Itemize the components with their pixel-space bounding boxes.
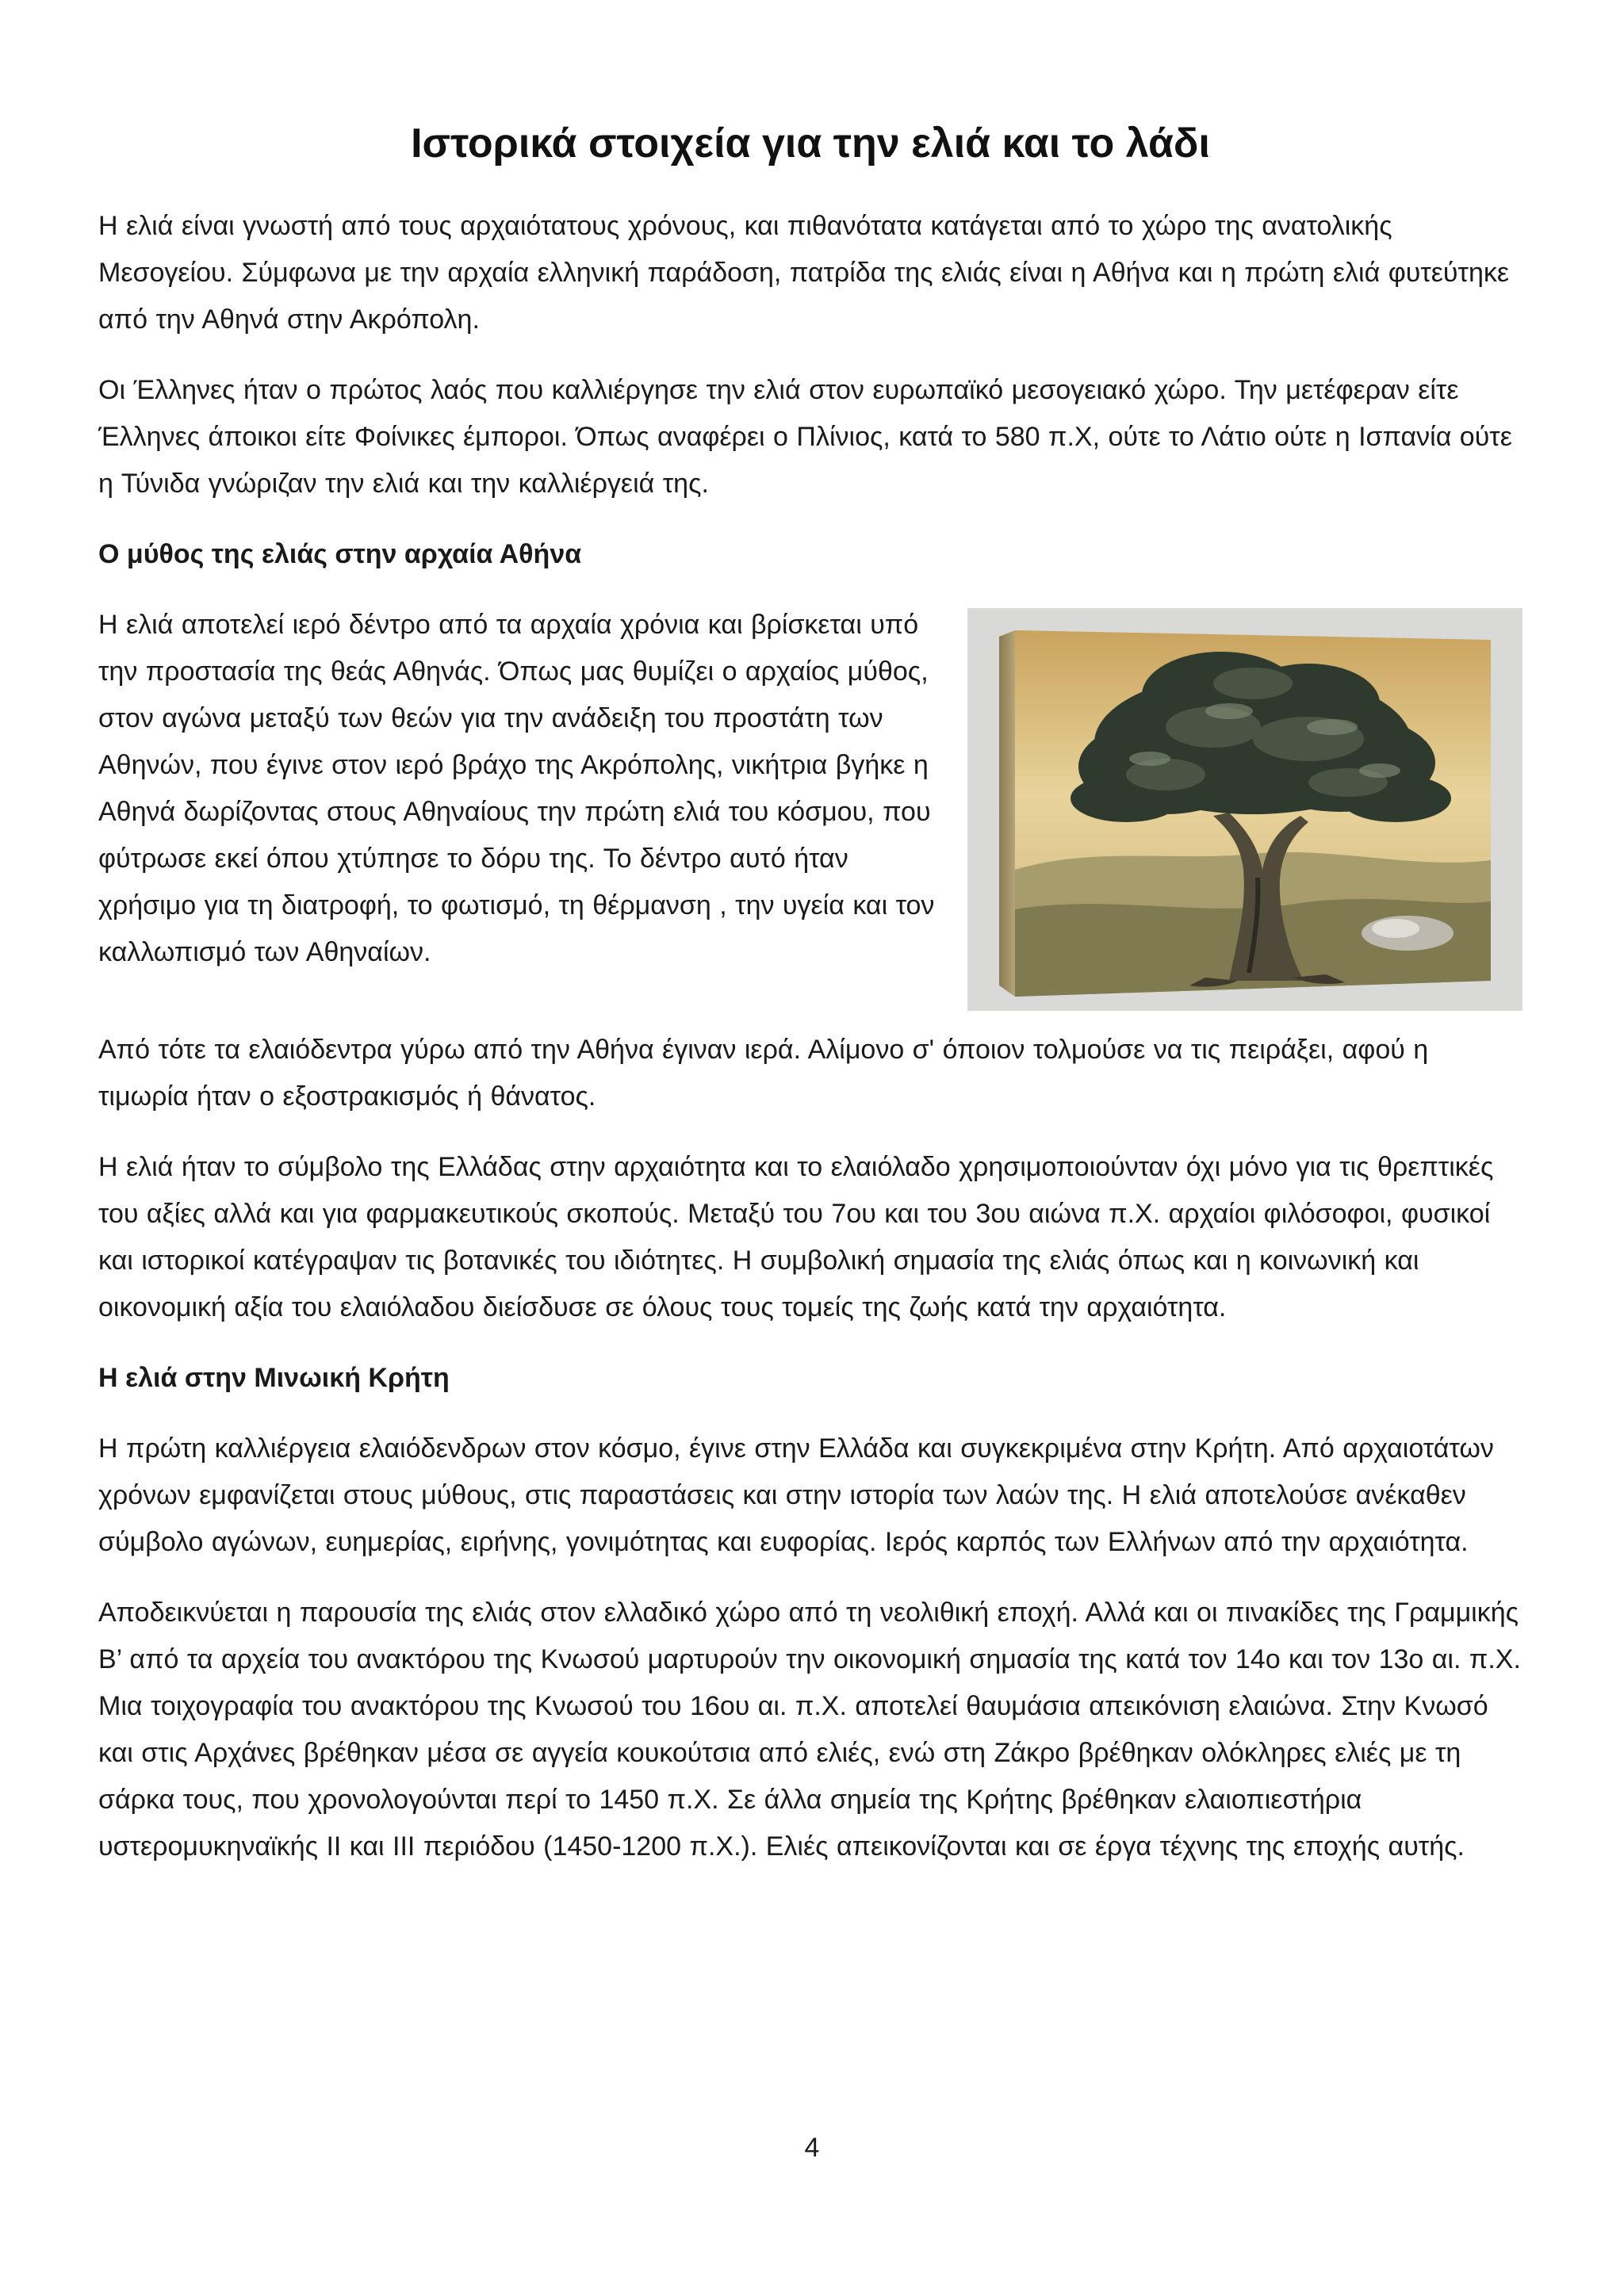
athens-paragraph-1: Η ελιά αποτελεί ιερό δέντρο από τα αρχαία χρόνια και βρίσκεται υπό την προστασία της θεάς Αθηνάς. Όπως μας θυμίζει ο αρχαίος μύθος, στον αγώνα μεταξύ των θεών για την ανάδειξη του προστάτη των Αθηνών, που έγινε στον ιερό βράχο της Ακρόπολης, νικήτρια βγήκε η Αθηνά δωρίζοντας στους Αθηναίους την πρώτη ελιά του κόσμου, που φύτρωσε εκεί όπου χτύπησε το δόρυ της. Το δέντρο αυτό ήταν χρήσιμο για τη διατροφή, το φωτισμό, τη θέρμανση , την υγεία και τον καλλωπισμό των Αθηναίων. — [98, 610, 935, 968]
athens-myth-block — [98, 602, 1522, 1027]
intro-paragraph-2: Οι Έλληνες ήταν ο πρώτος λαός που καλλιέργησε την ελιά στον ευρωπαϊκό μεσογειακό χώρο. Την μετέφεραν είτε Έλληνες άποικοι είτε Φοίνικες έμποροι. Όπως αναφέρει ο Πλίνιος, κατά το 580 π.Χ, ούτε το Λάτιο ούτε η Ισπανία ούτε η Τύνιδα γνώριζαν την ελιά και την καλλιέργειά της. — [98, 375, 1512, 499]
crete-paragraph-2: Αποδεικνύεται η παρουσία της ελιάς στον ελλαδικό χώρο από τη νεολιθική εποχή. Αλλά και οι πινακίδες της Γραμμικής Β’ από τα αρχεία του ανακτόρου της Κνωσού μαρτυρούν την οικονομική σημασία της κατά τον 14ο και τον 13ο αι. π.Χ. Μια τοιχογραφία του ανακτόρου της Κνωσού του 16ου αι. π.Χ. αποτελεί θαυμάσια απεικόνιση ελαιώνα. Στην Κνωσό και στις Αρχάνες βρέθηκαν μέσα σε αγγεία κουκούτσια από ελιές, ενώ στη Ζάκρο βρέθηκαν ολόκληρες ελιές με τη σάρκα τους, που χρονολογούνται περί το 1450 π.Χ. Σε άλλα σημεία της Κρήτης βρέθηκαν ελαιοπιεστήρια υστερομυκηναϊκής ΙΙ και ΙΙΙ περιόδου (1450-1200 π.Χ.). Ελιές απεικονίζονται και σε έργα τέχνης της εποχής αυτής. — [98, 1598, 1521, 1862]
crete-paragraph-1: Η πρώτη καλλιέργεια ελαιόδενδρων στον κόσμο, έγινε στην Ελλάδα και συγκεκριμένα στην Κρήτη. Από αρχαιοτάτων χρόνων εμφανίζεται στους μύθους, στις παραστάσεις και στην ιστορία των λαών της. Η ελιά αποτελούσε ανέκαθεν σύμβολο αγώνων, ευημερίας, ειρήνης, γονιμότητας και ευφορίας. Ιερός καρπός των Ελλήνων από την αρχαιότητα. — [98, 1433, 1494, 1558]
intro-paragraph-1: Η ελιά είναι γνωστή από τους αρχαιότατους χρόνους, και πιθανότατα κατάγεται από το χώρο της ανατολικής Μεσογείου. Σύμφωνα με την αρχαία ελληνική παράδοση, πατρίδα της ελιάς είναι η Αθήνα και η πρώτη ελιά φυτεύτηκε από την Αθηνά στην Ακρόπολη. — [98, 211, 1510, 335]
olive-tree-painting-image — [967, 608, 1522, 1011]
section-heading-crete: Η ελιά στην Μινωική Κρήτη — [98, 1363, 450, 1394]
page-number: 4 — [804, 2133, 820, 2163]
section-heading-athens: Ο μύθος της ελιάς στην αρχαία Αθήνα — [98, 539, 582, 570]
athens-paragraph-3: Η ελιά ήταν το σύμβολο της Ελλάδας στην αρχαιότητα και το ελαιόλαδο χρησιμοποιούνταν όχι μόνο για τις θρεπτικές του αξίες αλλά και για φαρμακευτικούς σκοπούς. Μεταξύ του 7ου και του 3ου αιώνα π.Χ. αρχαίοι φιλόσοφοι, φυσικοί και ιστορικοί κατέγραψαν τις βοτανικές του ιδιότητες. Η συμβολική σημασία της ελιάς όπως και η κοινωνική και οικονομική αξία του ελαιόλαδου διείσδυσε σε όλους τους τομείς της ζωής κατά την αρχαιότητα. — [98, 1152, 1494, 1323]
olive-tree-painting-icon — [967, 608, 1522, 1011]
page-title: Ιστορικά στοιχεία για την ελιά και το λάδι — [411, 121, 1210, 166]
athens-paragraph-2: Από τότε τα ελαιόδεντρα γύρω από την Αθήνα έγιναν ιερά. Αλίμονο σ' όποιον τολμούσε να τις πειράξει, αφού η τιμωρία ήταν ο εξοστρακισμός ή θάνατος. — [98, 1035, 1429, 1112]
